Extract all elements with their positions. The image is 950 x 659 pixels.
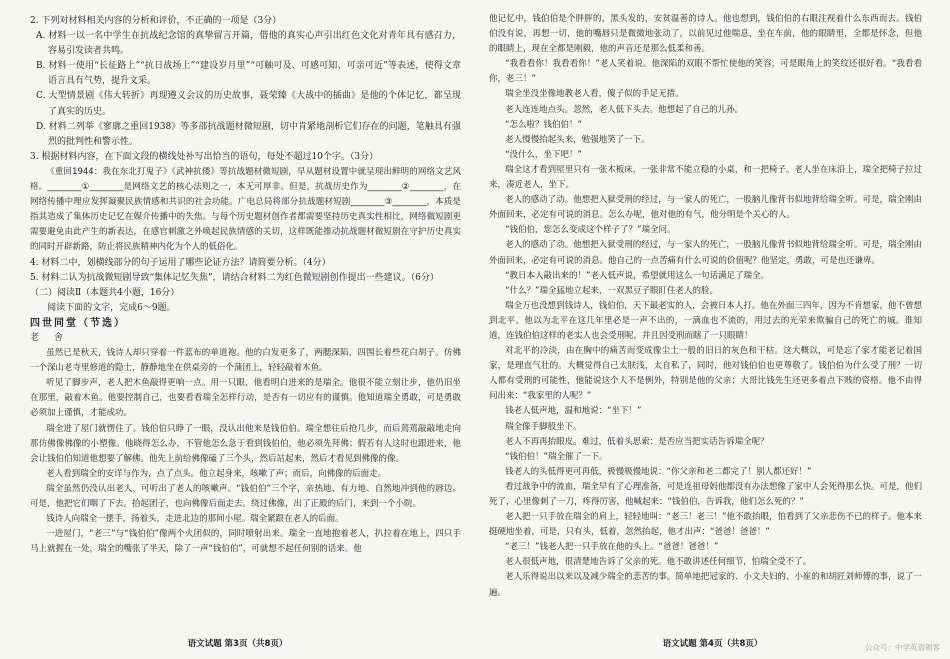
story-paragraph: “我看看你！我看看你！”老人笑着说。他深陷的双眼不帮忙使他的笑容，可是眼角上的笑纹还很好看。“我看看你，老三！”	[489, 59, 922, 85]
section-instruction: 阅读下面的文字，完成6～9题。	[47, 302, 176, 313]
question-4: 4. 材料二中，划横线部分的句子运用了哪些论证方法？请简要分析。（4分）	[30, 257, 331, 268]
question-2-option-a: A. 材料一以一名中学生在抗战纪念馆的真挚留言开篇，借他的真实心声引出红色文化对青年具有感召力，容易引发读者共鸣。	[36, 31, 461, 57]
story-paragraph: 老人乐得说出以来以及减少瑞全的悲苦的事。简单地把冠家的、小文夫妇的、小崔的和胡匠刘师傅的事，说了一遍。	[489, 572, 922, 598]
story-paragraph: 老人把一只手放在瑞全的肩上，轻轻地叫：“老三！老三！”他不敢抬眼，怕看到了父亲悲伤不已的样子。他本来挺硬地坐着，可是，只有头，低着，忽然抬起，他才出声：“爸爸！爸爸！”	[489, 512, 922, 538]
story-paragraph: 瑞全这才看到屋里只有一张木板床，一张非常不能立稳的小桌，和一把椅子。老人坐在床沿上，瑞全把椅子拉过来，凑近老人，坐下。	[489, 164, 922, 191]
story-paragraph: “教日本人敲出来的！”老人低声说，希望就用这么一句话满足了瑞全。	[505, 270, 769, 281]
story-paragraph: 听见了脚步声，老人把木鱼敲得更响一点。用一只眼，他看明白进来的是瑞全。他很不能立刻让步，他仍旧坐在那里，敲着木鱼。他要控制自己，也要看看瑞全怎样行动，是否有一切应有的谨慎。他知道瑞全勇敢，可是勇敢必须加上谨慎，才能成功。	[30, 378, 461, 419]
story-paragraph: “什么？”瑞全猛地立起来，一双黑豆子眼盯住老人的脸。	[505, 285, 718, 296]
story-paragraph: 老人的感动了动。他想把入狱受刑的经过，与一家人的死亡，一股脑儿像背书似地背给瑞全听。可是，瑞全刚由外面回来，必定有可说的消息。他自己的一点苦痛有什么可说的价值呢？他坚定，勇敢，可是也还谦卑。	[489, 240, 922, 266]
left-page-footer: 语文试题 第3页（共8页）	[187, 639, 288, 649]
story-paragraph: 钱老人的头低得更可再低，极慢极慢地说：“你父亲和老二都完了！别人都还好！”	[505, 466, 812, 477]
story-paragraph: 老人看到瑞全的安详与作为，点了点头。他立起身来，咳嗽了声；而后，向佛像的后面走。	[46, 468, 387, 479]
left-content	[30, 14, 461, 557]
story-author: 老 舍	[30, 332, 69, 343]
right-page	[475, 0, 950, 659]
question-3-passage: 《重回1944：我在东北打鬼子》《武神抗倭》等抗战题材微短剧，早从题材设置中就呈现出鲜明的网络文艺风格。________①________是网络文艺的核心法则之一，本无可厚非。但是，抗战历史作为________②________，在网络传播中理应发挥凝聚民族情感和共识的社会功能。广电总局将部分抗战题材短剧________③________，本质是指其造成了集体历史记忆在媒介传播中的失焦。与每个历史题材创作者都需要坚持历史真实性相比，网络微短剧更需要避免由此产生的新表达，在感官刺激之外唤起民族情感的关切，这样既能推动抗战题材微短剧在守护历史真实的同时开辟新路，防止将民族精神内化为个人的低俗化。	[30, 166, 461, 253]
story-paragraph: 瑞全进了屋门就愣住了。钱伯伯只睁了一眼，没认出他来是钱伯伯。瑞全想往后抢几步，而后蔫蔫敲敲地走向那仿佛像佛像的小塑像。他晓得怎么办，不管他怎么急于看到钱伯伯，他必须先拜佛；假若有人这时也跟进来，他会让钱伯伯知道他想要了解佛。他先上前给佛像磕了三个头，然后站起来，然后才看见到佛像的像。	[30, 423, 461, 464]
story-paragraph: 对北平的冷淡，由在胸中的痛苦而变成像尘土一般的旧日的灰色和干枯。这大概以，可是忘了家才能老记着国家，是理直气壮的。大概觉得自己太肤浅，太自私了，同时，他对钱伯伯也更尊敬了。钱伯伯为什么受了刑？一切人都有受刑的可能性，他能说这个人不是例外，特别是他的父亲；大哥比钱先生还更多着点下贱的资格。他不由得问出来：“我家里的人呢？”	[489, 346, 922, 402]
right-page-footer: 语文试题 第4页（共8页）	[662, 639, 763, 649]
story-paragraph: 钱老人低声地，温和地说：“坐下！”	[505, 406, 642, 417]
story-paragraph: “老三！”钱老人把一只手放在他的头上。“爸爸！爸爸！”	[505, 542, 719, 553]
story-paragraph: 虽然已是秋天，钱诗人却只穿着一件蓝布的单道袍。他的白发更多了，两腮深陷，四围长着些花白胡子。仿佛一个深山老寺里修道的隐士，静静地坐在供桌旁的一个蒲团上，轻轻敲着木鱼。	[30, 348, 461, 374]
story-paragraph: “钱伯伯！”瑞全催了一下。	[505, 451, 608, 462]
question-2-option-c: C. 大型情景剧《伟大转折》再现遵义会议的历史故事，聂荣臻《大战中的插曲》是他的个体记忆，都呈现了真实的历史。	[36, 91, 461, 117]
right-content	[489, 12, 922, 601]
story-paragraph: “没什么，坐下吧！”	[505, 149, 582, 160]
question-3-stem: 3. 根据材料内容，在下面文段的横线处补写出恰当的语句，每处不超过10个字。（3分）	[30, 151, 379, 162]
story-paragraph: 老人的感动了动。他想把入狱受刑的经过，与一家人的死亡，一股脑儿像背书似地背给瑞全听。可是，瑞全刚由外面回来，必定有可说的消息。怎么办呢，他对他的有气，他分明是个关心的人。	[489, 195, 922, 221]
story-paragraph: 瑞全虽然仍没认出老人，可听出了老人的咳嗽声。“钱伯伯”三个字，亲热地、有力地、自然地冲到他的唇边。可是，他把它们咽了下去。拾起团子，也向佛像后面走去。绕过佛像，出了正殿的后门，来到一个小院。	[30, 483, 461, 509]
question-2-stem: 2. 下列对材料相关内容的分析和评价，不正确的一项是（3分）	[30, 16, 282, 26]
story-paragraph: 老人不再再抬眼皮。难过，低着头思索：是否应当把实话告诉瑞全呢？	[505, 436, 769, 447]
story-paragraph: 老人很低声地，很清楚地告诉了父亲的死。他不敢讲述任何细节，怕瑞全受不了。	[505, 557, 812, 568]
story-paragraph: 瑞全坐没坐像地教老人看，傻子似的手足无措。	[505, 89, 684, 100]
section-heading: （二）阅读Ⅱ（本题共4小题，16分）	[30, 287, 180, 298]
story-paragraph: 瑞全万也没想到钱诗人，钱伯伯，天下最老实的人，会被日本人打。他在外面三四年，因为不肯想家，他不曾想到北平。他以为北平在这几年里必是一声不出的，一滴血也不流的，用过去的光荣来欺骗自己的死亡的城。谁知道，连钱伯伯这样的老实人也会受刑呢，并且因受刑而瞎了一只眼睛！	[489, 300, 922, 341]
story-paragraph: 瑞全像手脚般坐下。	[505, 421, 582, 432]
story-title: 四世同堂（节选）	[30, 317, 126, 329]
question-2-option-b: B. 材料一使用“长征路上”“抗日战场上”“建设岁月里”“可触可及、可感可知、可亲可近”等表述，使得文章语言具有气势，提升文采。	[36, 61, 461, 87]
question-5: 5. 材料二认为抗战微短剧导致“集体记忆失焦”，请结合材料二为红色微短剧创作提出一些建议。（6分）	[30, 272, 439, 283]
story-paragraph: 看过战争中的流血，瑞全早有了心理准备，可是连祖母妈他都没有办法想像了家中人会死得那么快。可是，他们死了，心里像刺了一刀，疼得厉害，他喊起来：“钱伯伯，告诉我，他们怎么死的？”	[489, 481, 922, 507]
question-2-option-d: D. 材料二列举《寥廓之重回1938》等多部抗战题材微短剧，切中肯紧地剖析它们存在的问题，笔触具有强烈的批判性和警示性。	[36, 121, 461, 147]
story-paragraph: 钱诗人向瑞全一摆手，扬着头，走进北边的那间小屋。瑞全紧跟在老人的后面。	[46, 514, 344, 525]
story-paragraph: 他记忆中，钱伯伯是个胖胖的，黑头发的，安贫温善的诗人。他也想到，钱伯伯的右眼注视着什么东西而去。钱伯伯没有说，再想一切，他的嘴唇只是微微地张动了，以前见过他喘息，坐在车前，他的眼睛里，全都是怀念，但他的眼睛上，现在全都是刚毅，他的声音还是那么低柔和善。	[489, 14, 922, 55]
story-paragraph: “怎么啦？钱伯伯！”	[505, 119, 582, 130]
story-paragraph: “钱伯伯，您怎么变成这个样子了？”瑞全问。	[505, 225, 676, 236]
watermark: 公众号：中学英语领客	[865, 643, 940, 652]
story-paragraph: 老人连连地点头。忽然，老人低下头去。他想起了自己的儿孙。	[505, 104, 744, 115]
story-paragraph: 老人慢慢抬起头来，勉强地笑了一下。	[505, 134, 650, 145]
story-paragraph: 一进屋门，“老三”与“钱伯伯”像两个火团似的，同时喷射出来。瑞全一直地抱着老人，扒拉着在地上，四只手马上就握在一处，瑞全的嘴张了半天，除了一声“钱伯伯”，可就想不起任何别的话来。他	[30, 529, 461, 555]
